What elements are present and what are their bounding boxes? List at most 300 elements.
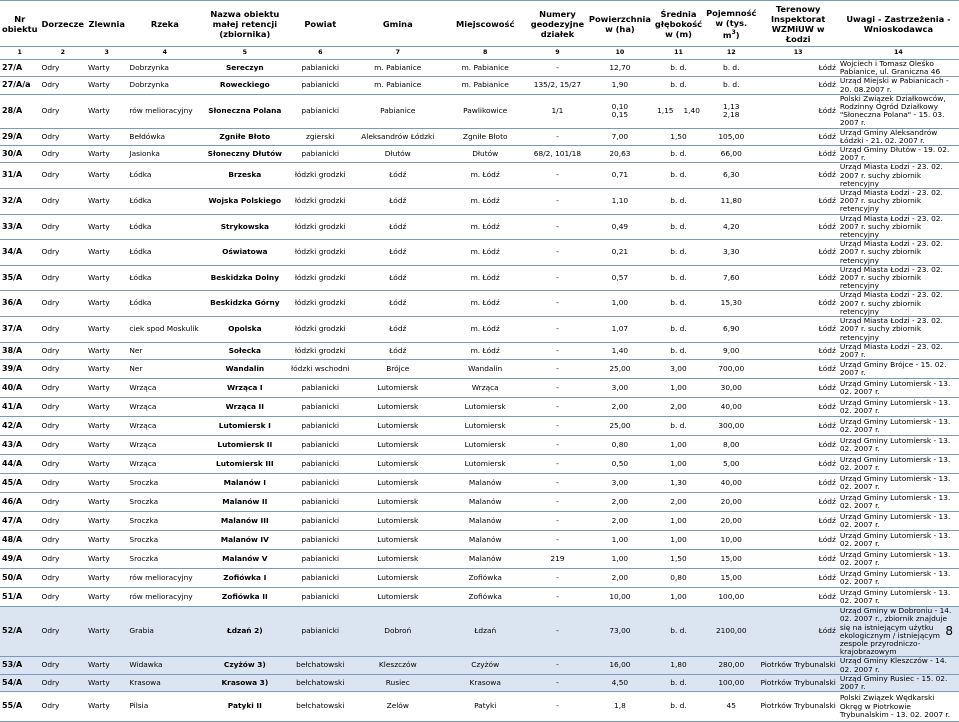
table-row xyxy=(0,214,959,240)
cell-dzialki: - xyxy=(528,189,587,215)
cell-pojemnosc: 7,60 xyxy=(704,265,758,291)
cell-dorzecze: Odry xyxy=(40,94,87,128)
column-number: 3 xyxy=(86,47,127,60)
cell-inspektorat: Łódź xyxy=(758,146,837,163)
cell-glebokosc xyxy=(653,94,704,128)
cell-powiat: łódzki grodzki xyxy=(287,214,353,240)
cell-glebokosc: b. d. xyxy=(653,77,704,94)
cell-nr: 44/A xyxy=(0,455,40,474)
cell-powiat: pabianicki xyxy=(287,146,353,163)
cell-gmina: Lutomiersk xyxy=(353,417,442,436)
cell-inspektorat: Łódź xyxy=(758,379,837,398)
cell-gmina: Kleszczów xyxy=(353,657,442,674)
cell-dzialki: - xyxy=(528,531,587,550)
cell-rzeka: Jasionka xyxy=(127,146,202,163)
column-number-row xyxy=(0,47,959,60)
cell-zlewnia: Warty xyxy=(86,360,127,379)
cell-uwagi: Urząd Gminy Lutomiersk - 13. 02. 2007 r. xyxy=(838,474,959,493)
cell-gmina: Łódź xyxy=(353,291,442,317)
cell-uwagi: Urząd Miasta Łodzi - 23. 02. 2007 r. suchy zbiornik retencyjny xyxy=(838,214,959,240)
header-gmina: Gmina xyxy=(353,1,442,47)
cell-dorzecze: Odry xyxy=(40,77,87,94)
cell-gmina: Rusiec xyxy=(353,674,442,691)
cell-powiat: bełchatowski xyxy=(287,692,353,722)
cell-rzeka: rów melioracyjny xyxy=(127,94,202,128)
cell-dzialki: - xyxy=(528,493,587,512)
cell-glebokosc: b. d. xyxy=(653,674,704,691)
cell-rzeka: rów melioracyjny xyxy=(127,588,202,607)
cell-miejscowosc: Malanów xyxy=(442,493,528,512)
cell-nr: 53/A xyxy=(0,657,40,674)
cell-uwagi: Urząd Gminy Rusiec - 15. 02. 2007 r. xyxy=(838,674,959,691)
cell-nazwa: Oświatowa xyxy=(202,240,287,266)
header-pojemnosc-end: ) xyxy=(735,29,740,40)
cell-dzialki: - xyxy=(528,588,587,607)
cell-dorzecze: Odry xyxy=(40,265,87,291)
cell-nr: 28/A xyxy=(0,94,40,128)
cell-uwagi: Urząd Gminy Lutomiersk - 13. 02. 2007 r. xyxy=(838,569,959,588)
table-row xyxy=(0,493,959,512)
column-number: 13 xyxy=(758,47,837,60)
cell-gmina: Lutomiersk xyxy=(353,512,442,531)
column-number: 6 xyxy=(287,47,353,60)
cell-inspektorat: Piotrków Trybunalski xyxy=(758,674,837,691)
cell-glebokosc-b: 1,40 xyxy=(683,105,700,115)
cell-powierzchnia: 2,00 xyxy=(587,512,653,531)
cell-pojemnosc: 20,00 xyxy=(704,512,758,531)
cell-dorzecze: Odry xyxy=(40,657,87,674)
cell-dzialki: - xyxy=(528,657,587,674)
cell-glebokosc: 1,00 xyxy=(653,379,704,398)
cell-powiat: pabianicki xyxy=(287,77,353,94)
cell-powiat: pabianicki xyxy=(287,436,353,455)
cell-pojemnosc: 6,90 xyxy=(704,317,758,343)
cell-zlewnia: Warty xyxy=(86,531,127,550)
cell-powiat: pabianicki xyxy=(287,60,353,77)
cell-rzeka: Krasowa xyxy=(127,674,202,691)
cell-dzialki: - xyxy=(528,317,587,343)
cell-pojemnosc: 100,00 xyxy=(704,674,758,691)
cell-gmina: Lutomiersk xyxy=(353,379,442,398)
cell-zlewnia: Warty xyxy=(86,128,127,145)
cell-glebokosc: b. d. xyxy=(653,265,704,291)
cell-dorzecze: Odry xyxy=(40,512,87,531)
column-number: 10 xyxy=(587,47,653,60)
cell-uwagi: Polski Związek Działkowców, Rodzinny Ogród Działkowy "Słoneczna Polana" - 15. 03. 2007 r. xyxy=(838,94,959,128)
cell-pojemnosc: 3,30 xyxy=(704,240,758,266)
table-row xyxy=(0,692,959,722)
cell-gmina: Łódź xyxy=(353,214,442,240)
cell-zlewnia: Warty xyxy=(86,342,127,359)
cell-miejscowosc: Lutomiersk xyxy=(442,417,528,436)
cell-uwagi: Urząd Gminy Lutomiersk - 13. 02. 2007 r. xyxy=(838,398,959,417)
cell-gmina: Pabianice xyxy=(353,94,442,128)
cell-pojemnosc: 8,00 xyxy=(704,436,758,455)
cell-powierzchnia: 10,00 xyxy=(587,588,653,607)
cell-gmina: Lutomiersk xyxy=(353,474,442,493)
cell-inspektorat: Łódź xyxy=(758,128,837,145)
header-dzialki: Numery geodezyjne działek xyxy=(528,1,587,47)
cell-powiat: pabianicki xyxy=(287,493,353,512)
cell-gmina: Łódź xyxy=(353,342,442,359)
cell-dzialki: - xyxy=(528,342,587,359)
cell-nazwa: Wrząca I xyxy=(202,379,287,398)
cell-pojemnosc: 11,80 xyxy=(704,189,758,215)
cell-pojemnosc: 300,00 xyxy=(704,417,758,436)
cell-powierzchnia: 0,10 0,15 xyxy=(587,94,653,128)
cell-rzeka: Wrząca xyxy=(127,417,202,436)
cell-pojemnosc: 15,00 xyxy=(704,550,758,569)
cell-rzeka: Wrząca xyxy=(127,455,202,474)
header-powiat: Powiat xyxy=(287,1,353,47)
cell-gmina: Dobroń xyxy=(353,607,442,657)
cell-nr: 31/A xyxy=(0,163,40,189)
cell-powierzchnia: 3,00 xyxy=(587,474,653,493)
cell-pojemnosc: 66,00 xyxy=(704,146,758,163)
cell-nazwa: Sołecka xyxy=(202,342,287,359)
cell-nr: 51/A xyxy=(0,588,40,607)
cell-rzeka: Bełdówka xyxy=(127,128,202,145)
cell-glebokosc: b. d. xyxy=(653,240,704,266)
cell-inspektorat: Łódź xyxy=(758,531,837,550)
cell-zlewnia: Warty xyxy=(86,455,127,474)
cell-pojemnosc: 280,00 xyxy=(704,657,758,674)
cell-powiat: pabianicki xyxy=(287,455,353,474)
cell-nazwa: Słoneczna Polana xyxy=(202,94,287,128)
cell-pojemnosc: 45 xyxy=(704,692,758,722)
cell-nazwa: Lutomiersk II xyxy=(202,436,287,455)
cell-rzeka: Wrząca xyxy=(127,398,202,417)
cell-dorzecze: Odry xyxy=(40,398,87,417)
cell-glebokosc: 1,00 xyxy=(653,436,704,455)
cell-rzeka: Łódka xyxy=(127,214,202,240)
cell-rzeka: Ner xyxy=(127,360,202,379)
cell-glebokosc: b. d. xyxy=(653,291,704,317)
cell-zlewnia: Warty xyxy=(86,512,127,531)
cell-gmina: Lutomiersk xyxy=(353,455,442,474)
cell-inspektorat: Łódź xyxy=(758,398,837,417)
cell-miejscowosc: m. Łódź xyxy=(442,265,528,291)
cell-powiat: łódzki grodzki xyxy=(287,265,353,291)
cell-inspektorat: Łódź xyxy=(758,455,837,474)
cell-miejscowosc: m. Pabianice xyxy=(442,77,528,94)
cell-nr: 52/A xyxy=(0,607,40,657)
cell-dorzecze: Odry xyxy=(40,189,87,215)
cell-uwagi: Urząd Miasta Łodzi - 23. 02. 2007 r. suchy zbiornik retencyjny xyxy=(838,163,959,189)
cell-pojemnosc: 1,13 2,18 xyxy=(704,94,758,128)
cell-miejscowosc: m. Łódź xyxy=(442,214,528,240)
cell-inspektorat: Łódź xyxy=(758,214,837,240)
cell-dorzecze: Odry xyxy=(40,474,87,493)
cell-gmina: Lutomiersk xyxy=(353,550,442,569)
cell-dorzecze: Odry xyxy=(40,455,87,474)
cell-dzialki: 1/1 xyxy=(528,94,587,128)
cell-zlewnia: Warty xyxy=(86,60,127,77)
cell-dorzecze: Odry xyxy=(40,674,87,691)
cell-miejscowosc: Zofiówka xyxy=(442,588,528,607)
cell-dorzecze: Odry xyxy=(40,163,87,189)
cell-glebokosc: b. d. xyxy=(653,342,704,359)
header-dorzecze: Dorzecze xyxy=(40,1,87,47)
table-row xyxy=(0,360,959,379)
cell-nr: 36/A xyxy=(0,291,40,317)
cell-dzialki: - xyxy=(528,214,587,240)
cell-powierzchnia: 1,90 xyxy=(587,77,653,94)
cell-dorzecze: Odry xyxy=(40,214,87,240)
cell-glebokosc: 1,30 xyxy=(653,474,704,493)
cell-rzeka: Sroczka xyxy=(127,550,202,569)
cell-dzialki: - xyxy=(528,360,587,379)
cell-uwagi: Urząd Gminy Lutomiersk - 13. 02. 2007 r. xyxy=(838,417,959,436)
cell-miejscowosc: Krasowa xyxy=(442,674,528,691)
cell-inspektorat: Łódź xyxy=(758,240,837,266)
cell-nazwa: Roweckiego xyxy=(202,77,287,94)
cell-dorzecze: Odry xyxy=(40,607,87,657)
cell-powiat: bełchatowski xyxy=(287,657,353,674)
cell-inspektorat: Łódź xyxy=(758,77,837,94)
cell-nazwa: Malanów III xyxy=(202,512,287,531)
cell-zlewnia: Warty xyxy=(86,657,127,674)
cell-pojemnosc: 5,00 xyxy=(704,455,758,474)
cell-powiat: łódzki grodzki xyxy=(287,342,353,359)
table-row xyxy=(0,417,959,436)
cell-glebokosc: 3,00 xyxy=(653,360,704,379)
cell-rzeka: Łódka xyxy=(127,240,202,266)
cell-nr: 54/A xyxy=(0,674,40,691)
cell-inspektorat: Łódź xyxy=(758,493,837,512)
cell-powierzchnia: 12,70 xyxy=(587,60,653,77)
cell-glebokosc: b. d. xyxy=(653,214,704,240)
cell-rzeka: ciek spod Moskulik xyxy=(127,317,202,343)
table-body xyxy=(0,60,959,722)
cell-zlewnia: Warty xyxy=(86,163,127,189)
cell-miejscowosc: Lutomiersk xyxy=(442,436,528,455)
cell-gmina: Łódź xyxy=(353,163,442,189)
cell-nr: 39/A xyxy=(0,360,40,379)
cell-uwagi: Urząd Gminy Lutomiersk - 13. 02. 2007 r. xyxy=(838,379,959,398)
header-pojemnosc-text: Pojemność w (tys. m xyxy=(706,7,757,40)
cell-powiat: łódzki grodzki xyxy=(287,189,353,215)
cell-glebokosc: b. d. xyxy=(653,60,704,77)
cell-powiat: bełchatowski xyxy=(287,674,353,691)
cell-pojemnosc: 4,20 xyxy=(704,214,758,240)
cell-dorzecze: Odry xyxy=(40,417,87,436)
cell-rzeka: Widawka xyxy=(127,657,202,674)
cell-zlewnia: Warty xyxy=(86,189,127,215)
cell-uwagi: Urząd Gminy Lutomiersk - 13. 02. 2007 r. xyxy=(838,588,959,607)
cell-nazwa: Czyżów 3) xyxy=(202,657,287,674)
cell-dorzecze: Odry xyxy=(40,342,87,359)
cell-powierzchnia: 0,80 xyxy=(587,436,653,455)
cell-miejscowosc: Malanów xyxy=(442,550,528,569)
cell-nr: 55/A xyxy=(0,692,40,722)
cell-miejscowosc: Malanów xyxy=(442,512,528,531)
cell-rzeka: Sroczka xyxy=(127,512,202,531)
cell-nazwa: Słoneczny Dłutów xyxy=(202,146,287,163)
cell-inspektorat: Łódź xyxy=(758,417,837,436)
header-row xyxy=(0,1,959,47)
cell-zlewnia: Warty xyxy=(86,436,127,455)
cell-miejscowosc: Zofiówka xyxy=(442,569,528,588)
cell-powiat: pabianicki xyxy=(287,417,353,436)
cell-rzeka: Sroczka xyxy=(127,474,202,493)
cell-rzeka: Łódka xyxy=(127,265,202,291)
cell-powierzchnia: 1,00 xyxy=(587,550,653,569)
cell-gmina: Łódź xyxy=(353,189,442,215)
table-row xyxy=(0,265,959,291)
column-number: 14 xyxy=(838,47,959,60)
cell-glebokosc: 1,00 xyxy=(653,588,704,607)
cell-rzeka: Ner xyxy=(127,342,202,359)
cell-powierzchnia: 0,21 xyxy=(587,240,653,266)
cell-glebokosc: b. d. xyxy=(653,163,704,189)
cell-uwagi: Urząd Miasta Łodzi - 23. 02. 2007 r. suchy zbiornik retencyjny xyxy=(838,189,959,215)
cell-miejscowosc: Malanów xyxy=(442,474,528,493)
cell-dorzecze: Odry xyxy=(40,60,87,77)
cell-miejscowosc: Patyki xyxy=(442,692,528,722)
table-row xyxy=(0,674,959,691)
cell-zlewnia: Warty xyxy=(86,417,127,436)
cell-zlewnia: Warty xyxy=(86,588,127,607)
header-rzeka: Rzeka xyxy=(127,1,202,47)
header-pojemnosc xyxy=(704,1,758,47)
cell-uwagi: Urząd Gminy Dłutów - 19. 02. 2007 r. xyxy=(838,146,959,163)
cell-miejscowosc: m. Łódź xyxy=(442,342,528,359)
cell-nazwa: Opolska xyxy=(202,317,287,343)
table-row xyxy=(0,607,959,657)
cell-glebokosc: b. d. xyxy=(653,317,704,343)
cell-uwagi: Urząd Gminy Lutomiersk - 13. 02. 2007 r. xyxy=(838,531,959,550)
cell-dorzecze: Odry xyxy=(40,436,87,455)
cell-rzeka: Grabia xyxy=(127,607,202,657)
cell-miejscowosc: Pawlikowice xyxy=(442,94,528,128)
column-number: 11 xyxy=(653,47,704,60)
cell-powierzchnia: 1,8 xyxy=(587,692,653,722)
cell-dorzecze: Odry xyxy=(40,550,87,569)
cell-glebokosc-a: 1,15 xyxy=(657,105,674,115)
cell-zlewnia: Warty xyxy=(86,265,127,291)
cell-powiat: łódzki grodzki xyxy=(287,163,353,189)
cell-pojemnosc: 40,00 xyxy=(704,474,758,493)
cell-dzialki: - xyxy=(528,674,587,691)
cell-nr: 29/A xyxy=(0,128,40,145)
table-row xyxy=(0,240,959,266)
table-row xyxy=(0,342,959,359)
table-row xyxy=(0,474,959,493)
cell-inspektorat: Łódź xyxy=(758,163,837,189)
cell-rzeka: Pilsia xyxy=(127,692,202,722)
cell-rzeka: Dobrzynka xyxy=(127,60,202,77)
cell-nazwa: Malanów IV xyxy=(202,531,287,550)
cell-powiat: pabianicki xyxy=(287,550,353,569)
cell-gmina: Łódź xyxy=(353,265,442,291)
cell-inspektorat: Łódź xyxy=(758,474,837,493)
cell-nazwa: Wrząca II xyxy=(202,398,287,417)
cell-dzialki: - xyxy=(528,265,587,291)
header-uwagi: Uwagi - Zastrzeżenia - Wnioskodawca xyxy=(838,1,959,47)
cell-nazwa: Wandalin xyxy=(202,360,287,379)
table-row xyxy=(0,512,959,531)
cell-gmina: m. Pabianice xyxy=(353,60,442,77)
cell-powierzchnia: 0,49 xyxy=(587,214,653,240)
cell-dzialki: - xyxy=(528,163,587,189)
cell-gmina: m. Pabianice xyxy=(353,77,442,94)
cell-glebokosc: b. d. xyxy=(653,607,704,657)
cell-pojemnosc: b. d. xyxy=(704,77,758,94)
cell-uwagi: Urząd Gminy Lutomiersk - 13. 02. 2007 r. xyxy=(838,512,959,531)
cell-nazwa: Zofiówka I xyxy=(202,569,287,588)
cell-glebokosc: 2,00 xyxy=(653,493,704,512)
cell-inspektorat: Łódź xyxy=(758,265,837,291)
cell-nr: 49/A xyxy=(0,550,40,569)
cell-zlewnia: Warty xyxy=(86,214,127,240)
cell-dzialki: - xyxy=(528,379,587,398)
cell-powiat: pabianicki xyxy=(287,379,353,398)
cell-zlewnia: Warty xyxy=(86,474,127,493)
cell-miejscowosc: Dłutów xyxy=(442,146,528,163)
cell-miejscowosc: Lutomiersk xyxy=(442,455,528,474)
cell-dzialki: - xyxy=(528,474,587,493)
cell-zlewnia: Warty xyxy=(86,550,127,569)
cell-glebokosc: b. d. xyxy=(653,692,704,722)
cell-glebokosc: b. d. xyxy=(653,146,704,163)
column-number: 4 xyxy=(127,47,202,60)
cell-nazwa: Malanów I xyxy=(202,474,287,493)
cell-pojemnosc: b. d. xyxy=(704,60,758,77)
cell-pojemnosc: 700,00 xyxy=(704,360,758,379)
table-row xyxy=(0,94,959,128)
cell-inspektorat: Łódź xyxy=(758,342,837,359)
column-number: 9 xyxy=(528,47,587,60)
table-row xyxy=(0,398,959,417)
cell-zlewnia: Warty xyxy=(86,692,127,722)
cell-nazwa: Strykowska xyxy=(202,214,287,240)
cell-nazwa: Lutomiersk I xyxy=(202,417,287,436)
cell-uwagi: Urząd Gminy w Dobroniu - 14. 02. 2007 r., zbiornik znajduje się na istniejącym użytku ekologicznym / istniejącym zespole przyrodniczo-krajobrazowym xyxy=(838,607,959,657)
cell-miejscowosc: Wandalin xyxy=(442,360,528,379)
cell-nr: 35/A xyxy=(0,265,40,291)
cell-uwagi: Urząd Miejski w Pabianicach - 20. 08.2007 r. xyxy=(838,77,959,94)
cell-rzeka: Łódka xyxy=(127,163,202,189)
cell-dzialki: - xyxy=(528,512,587,531)
cell-nr: 46/A xyxy=(0,493,40,512)
cell-pojemnosc: 15,00 xyxy=(704,569,758,588)
cell-uwagi: Urząd Gminy Lutomiersk - 13. 02. 2007 r. xyxy=(838,550,959,569)
header-inspektorat: Terenowy Inspektorat WZMiUW w Łodzi xyxy=(758,1,837,47)
header-powierzchnia: Powierzchnia w (ha) xyxy=(587,1,653,47)
cell-dorzecze: Odry xyxy=(40,493,87,512)
cell-gmina: Łódź xyxy=(353,240,442,266)
cell-powiat: pabianicki xyxy=(287,569,353,588)
cell-nazwa: Sereczyn xyxy=(202,60,287,77)
cell-uwagi: Wojciech i Tomasz Oleśko Pabianice, ul. Graniczna 46 xyxy=(838,60,959,77)
cell-powierzchnia: 0,57 xyxy=(587,265,653,291)
cell-nr: 50/A xyxy=(0,569,40,588)
cell-powiat: pabianicki xyxy=(287,512,353,531)
cell-powierzchnia: 1,00 xyxy=(587,531,653,550)
table-row xyxy=(0,436,959,455)
cell-powierzchnia: 1,00 xyxy=(587,291,653,317)
table-row xyxy=(0,128,959,145)
cell-miejscowosc: m. Łódź xyxy=(442,291,528,317)
cell-rzeka: Łódka xyxy=(127,189,202,215)
cell-dorzecze: Odry xyxy=(40,569,87,588)
cell-rzeka: Łódka xyxy=(127,291,202,317)
cell-powierzchnia: 2,00 xyxy=(587,398,653,417)
cell-zlewnia: Warty xyxy=(86,146,127,163)
cell-nr: 30/A xyxy=(0,146,40,163)
cell-gmina: Lutomiersk xyxy=(353,493,442,512)
